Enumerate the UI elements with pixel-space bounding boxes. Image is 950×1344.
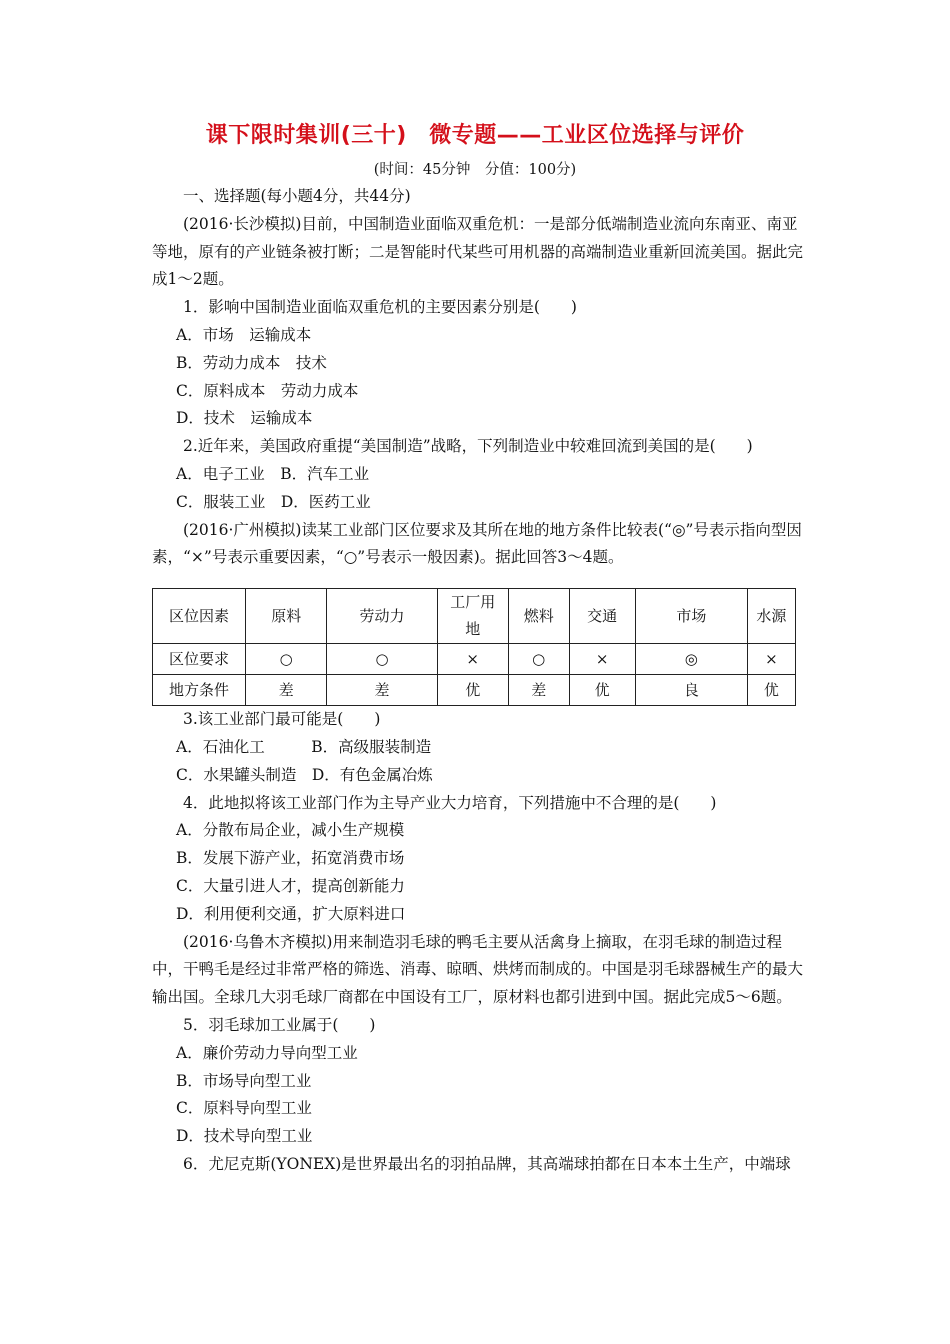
question-4-option-c: C．大量引进人才，提高创新能力 bbox=[176, 876, 405, 895]
question-1-stem: 1．影响中国制造业面临双重危机的主要因素分别是( ) bbox=[183, 298, 577, 317]
table-cell: ○ bbox=[508, 644, 569, 675]
question-3-stem: 3.该工业部门最可能是( ) bbox=[183, 710, 381, 729]
table-row bbox=[153, 675, 796, 706]
section-heading: 一、选择题(每小题4分，共44分) bbox=[183, 187, 411, 205]
passage-3: (2016·乌鲁木齐模拟)用来制造羽毛球的鸭毛主要从活禽身上摘取，在羽毛球的制造过程中，干鸭毛是经过非常严格的筛选、消毒、晾晒、烘烤而制成的。中国是羽毛球器械生产的最大输出国。全球几大羽毛球厂商都在中国设有工厂，原材料也都引进到中国。据此完成5～6题。 bbox=[152, 932, 804, 1007]
table-cell: 差 bbox=[327, 675, 437, 706]
question-1-option-c: C．原料成本 劳动力成本 bbox=[176, 381, 359, 400]
question-1-option-d: D．技术 运输成本 bbox=[176, 409, 313, 428]
table-cell: 差 bbox=[245, 675, 327, 706]
table-cell: × bbox=[747, 644, 795, 675]
table-header-cell: 区位因素 bbox=[153, 589, 246, 644]
table-cell: 地方条件 bbox=[153, 675, 246, 706]
table-row bbox=[153, 644, 796, 675]
location-factor-table bbox=[152, 588, 796, 706]
page-subtitle: (时间：45分钟 分值：100分) bbox=[373, 162, 577, 178]
table-cell: × bbox=[569, 644, 635, 675]
question-5-stem: 5．羽毛球加工业属于( ) bbox=[183, 1015, 376, 1034]
question-3-options-cd: C．水果罐头制造 D．有色金属冶炼 bbox=[176, 765, 433, 784]
question-2-stem: 2.近年来，美国政府重提“美国制造”战略，下列制造业中较难回流到美国的是( ) bbox=[183, 437, 753, 456]
table-cell: 区位要求 bbox=[153, 644, 246, 675]
question-4-option-a: A．分散布局企业，减小生产规模 bbox=[176, 821, 405, 840]
table-cell: ○ bbox=[327, 644, 437, 675]
table-cell: 优 bbox=[747, 675, 795, 706]
table-header-cell: 交通 bbox=[569, 589, 635, 644]
page-title: 课下限时集训(三十) 微专题——工业区位选择与评价 bbox=[205, 123, 745, 148]
question-4-option-d: D．利用便利交通，扩大原料进口 bbox=[176, 904, 406, 923]
document-body bbox=[152, 183, 808, 1179]
table-header-cell: 工厂用地 bbox=[437, 589, 508, 644]
table-header-row bbox=[153, 589, 796, 644]
table-cell: ○ bbox=[245, 644, 327, 675]
table-cell: ◎ bbox=[635, 644, 747, 675]
question-5-option-b: B．市场导向型工业 bbox=[176, 1071, 312, 1090]
table-cell: 优 bbox=[437, 675, 508, 706]
question-5-option-c: C．原料导向型工业 bbox=[176, 1099, 312, 1118]
table-header-cell: 市场 bbox=[635, 589, 747, 644]
question-2-options-ab: A．电子工业 B．汽车工业 bbox=[176, 464, 370, 483]
table-cell: 良 bbox=[635, 675, 747, 706]
question-5-option-a: A．廉价劳动力导向型工业 bbox=[176, 1043, 358, 1062]
table-cell: 优 bbox=[569, 675, 635, 706]
table-header-cell: 劳动力 bbox=[327, 589, 437, 644]
passage-1: (2016·长沙模拟)目前，中国制造业面临双重危机：一是部分低端制造业流向东南亚、南亚等地，原有的产业链条被打断；二是智能时代某些可用机器的高端制造业重新回流美国。据此完成1～2题。 bbox=[152, 214, 804, 289]
passage-2: (2016·广州模拟)读某工业部门区位要求及其所在地的地方条件比较表(“◎”号表示指向型因素，“×”号表示重要因素，“○”号表示一般因素)。据此回答3～4题。 bbox=[152, 520, 802, 567]
table-cell: 差 bbox=[508, 675, 569, 706]
question-6-stem: 6．尤尼克斯(YONEX)是世界最出名的羽拍品牌，其高端球拍都在日本本土生产，中端球 bbox=[183, 1154, 791, 1173]
question-1-option-b: B．劳动力成本 技术 bbox=[176, 353, 327, 372]
question-5-option-d: D．技术导向型工业 bbox=[176, 1127, 313, 1146]
table-header-cell: 原料 bbox=[245, 589, 327, 644]
question-4-stem: 4．此地拟将该工业部门作为主导产业大力培育，下列措施中不合理的是( ) bbox=[183, 793, 717, 812]
question-3-options-ab: A．石油化工 B．高级服装制造 bbox=[176, 737, 432, 756]
table-cell: × bbox=[437, 644, 508, 675]
question-4-option-b: B．发展下游产业，拓宽消费市场 bbox=[176, 849, 405, 868]
table-header-cell: 燃料 bbox=[508, 589, 569, 644]
question-2-options-cd: C．服装工业 D．医药工业 bbox=[176, 492, 371, 511]
table-header-cell: 水源 bbox=[747, 589, 795, 644]
question-1-option-a: A．市场 运输成本 bbox=[176, 325, 312, 344]
